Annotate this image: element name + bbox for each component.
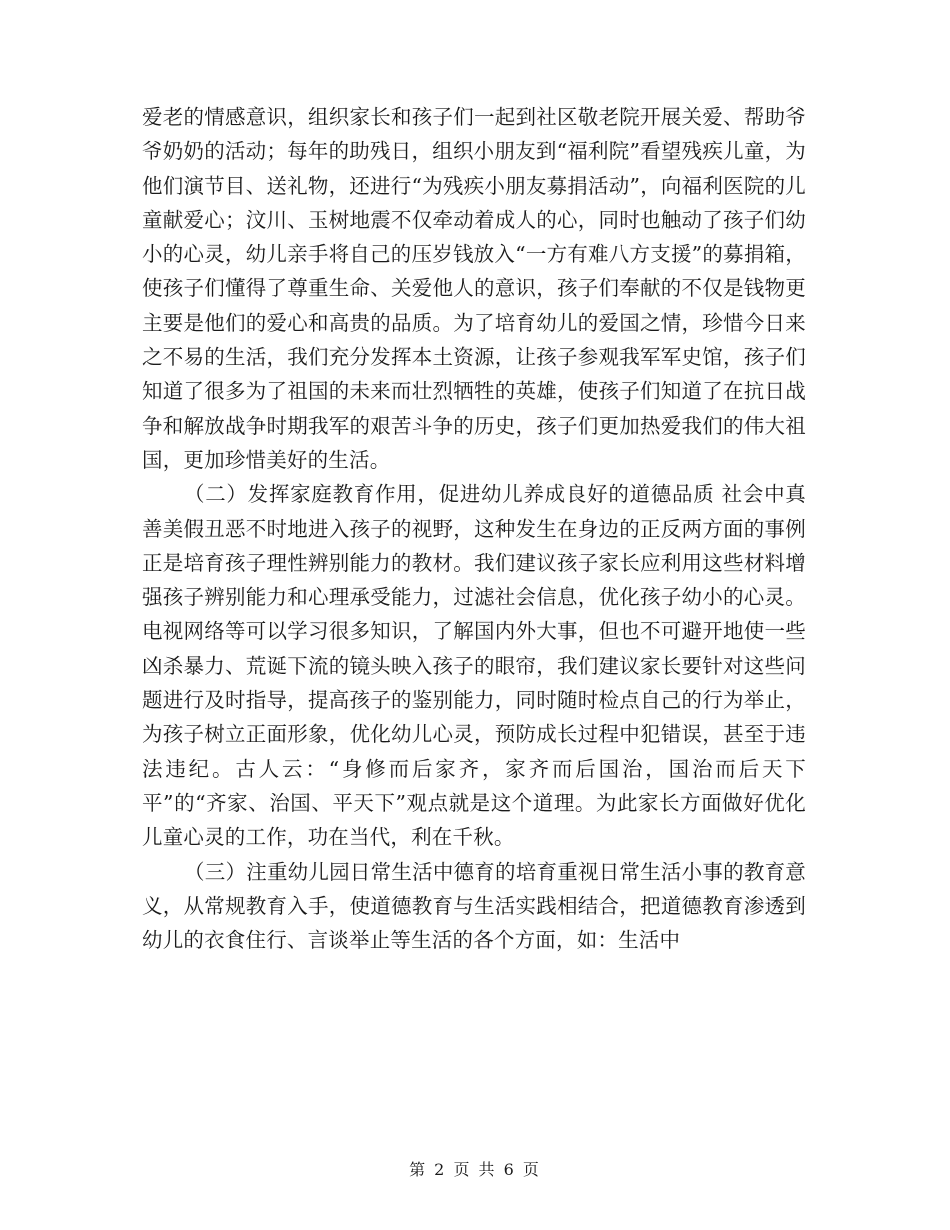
- body-paragraph-1: 爱老的情感意识，组织家长和孩子们一起到社区敬老院开展关爱、帮助爷爷奶奶的活动；每年的助残日，组织小朋友到“福利院”看望残疾儿童，为他们演节目、送礼物，还进行“为残疾小朋友募捐活动”，向福利医院的儿童献爱心；汶川、玉树地震不仅牵动着成人的心，同时也触动了孩子们幼小的心灵，幼儿亲手将自己的压岁钱放入“一方有难八方支援”的募捐箱，使孩子们懂得了尊重生命、关爱他人的意识，孩子们奉献的不仅是钱物更主要是他们的爱心和高贵的品质。为了培育幼儿的爱国之情，珍惜今日来之不易的生活，我们充分发挥本土资源，让孩子参观我军军史馆，孩子们知道了很多为了祖国的未来而壮烈牺牲的英雄，使孩子们知道了在抗日战争和解放战争时期我军的艰苦斗争的历史，孩子们更加热爱我们的伟大祖国，更加珍惜美好的生活。: [142, 105, 806, 472]
- document-page: [142, 100, 806, 957]
- body-paragraph-3: （三）注重幼儿园日常生活中德育的培育重视日常生活小事的教育意义，从常规教育入手，使道德教育与生活实践相结合，把道德教育渗透到幼儿的衣食住行、言谈举止等生活的各个方面，如：生活中: [142, 859, 806, 953]
- page-number-footer: 第 2 页 共 6 页: [409, 1160, 541, 1179]
- body-paragraph-2: （二）发挥家庭教育作用，促进幼儿养成良好的道德品质 社会中真善美假丑恶不时地进入孩子的视野，这种发生在身边的正反两方面的事例正是培育孩子理性辨别能力的教材。我们建议孩子家长应利用这些材料增强孩子辨别能力和心理承受能力，过滤社会信息，优化孩子幼小的心灵。电视网络等可以学习很多知识，了解国内外大事，但也不可避开地使一些凶杀暴力、荒诞下流的镜头映入孩子的眼帘，我们建议家长要针对这些问题进行及时指导，提高孩子的鉴别能力，同时随时检点自己的行为举止，为孩子树立正面形象，优化幼儿心灵，预防成长过程中犯错误，甚至于违法违纪。古人云：“身修而后家齐，家齐而后国治，国治而后天下平”的“齐家、治国、平天下”观点就是这个道理。为此家长方面做好优化儿童心灵的工作，功在当代，利在千秋。: [142, 482, 806, 850]
